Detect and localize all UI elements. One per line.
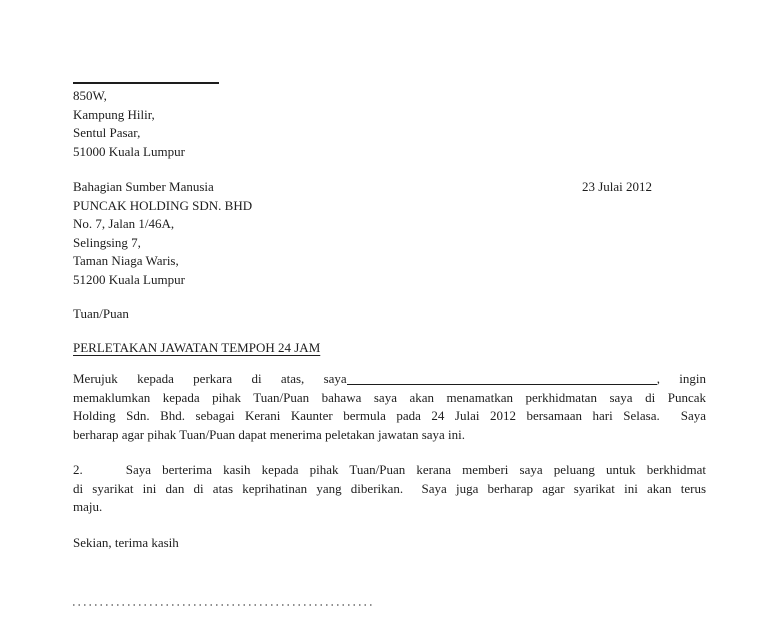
subject-heading: PERLETAKAN JAWATAN TEMPOH 24 JAM	[73, 339, 321, 355]
recipient-address-line: Selingsing 7,	[73, 234, 141, 250]
recipient-address-block	[73, 178, 706, 289]
recipient-address-line: 51200 Kuala Lumpur	[73, 271, 185, 287]
paragraph-line: berharap agar pihak Tuan/Puan dapat menerima peletakan jawatan saya ini.	[73, 426, 466, 442]
blank-underline	[347, 384, 657, 386]
paragraph-2	[73, 461, 706, 517]
paragraph-line: di syarikat ini dan di atas keprihatinan yang diberikan. Saya juga berharap agar syarikat ini akan terus	[73, 480, 706, 496]
closing-text: Sekian, terima kasih	[73, 534, 179, 550]
paragraph-text: Merujuk kepada perkara di atas, saya	[73, 371, 347, 386]
recipient-address-line: Bahagian Sumber Manusia	[73, 179, 214, 194]
paragraph-line: maju.	[73, 499, 103, 514]
tab-spacer	[83, 473, 126, 474]
paragraph-1	[73, 370, 706, 444]
paragraph-line	[73, 370, 706, 389]
salutation-text: Tuan/Puan	[73, 306, 129, 321]
sender-address-line: Sentul Pasar,	[73, 125, 141, 140]
recipient-row	[73, 178, 706, 197]
recipient-address-line: PUNCAK HOLDING SDN. BHD	[73, 197, 253, 213]
sender-address-line: 51000 Kuala Lumpur	[73, 143, 185, 159]
paragraph-line	[73, 461, 706, 480]
letter-date: 23 Julai 2012	[581, 179, 652, 194]
paragraph-number: 2.	[73, 462, 83, 477]
paragraph-text: Saya berterima kasih kepada pihak Tuan/Puan kerana memberi saya peluang untuk berkhidmat	[125, 462, 706, 477]
recipient-address-line: No. 7, Jalan 1/46A,	[73, 216, 175, 231]
paragraph-text: , ingin	[656, 371, 706, 386]
name-blank-line	[73, 82, 219, 84]
sender-address-line: 850W,	[73, 88, 107, 103]
paragraph-line: Holding Sdn. Bhd. sebagai Kerani Kaunter bermula pada 24 Julai 2012 bersamaan hari Selasa. Saya	[73, 408, 706, 423]
paragraph-line: memaklumkan kepada pihak Tuan/Puan bahawa saya akan menamatkan perkhidmatan saya di Puncak	[73, 389, 706, 405]
sender-address-block	[73, 87, 706, 161]
recipient-address-line: Taman Niaga Waris,	[73, 253, 179, 268]
sender-address-line: Kampung Hilir,	[73, 106, 155, 122]
signature-dotted-line	[73, 604, 373, 606]
subject-heading-row	[73, 339, 706, 358]
